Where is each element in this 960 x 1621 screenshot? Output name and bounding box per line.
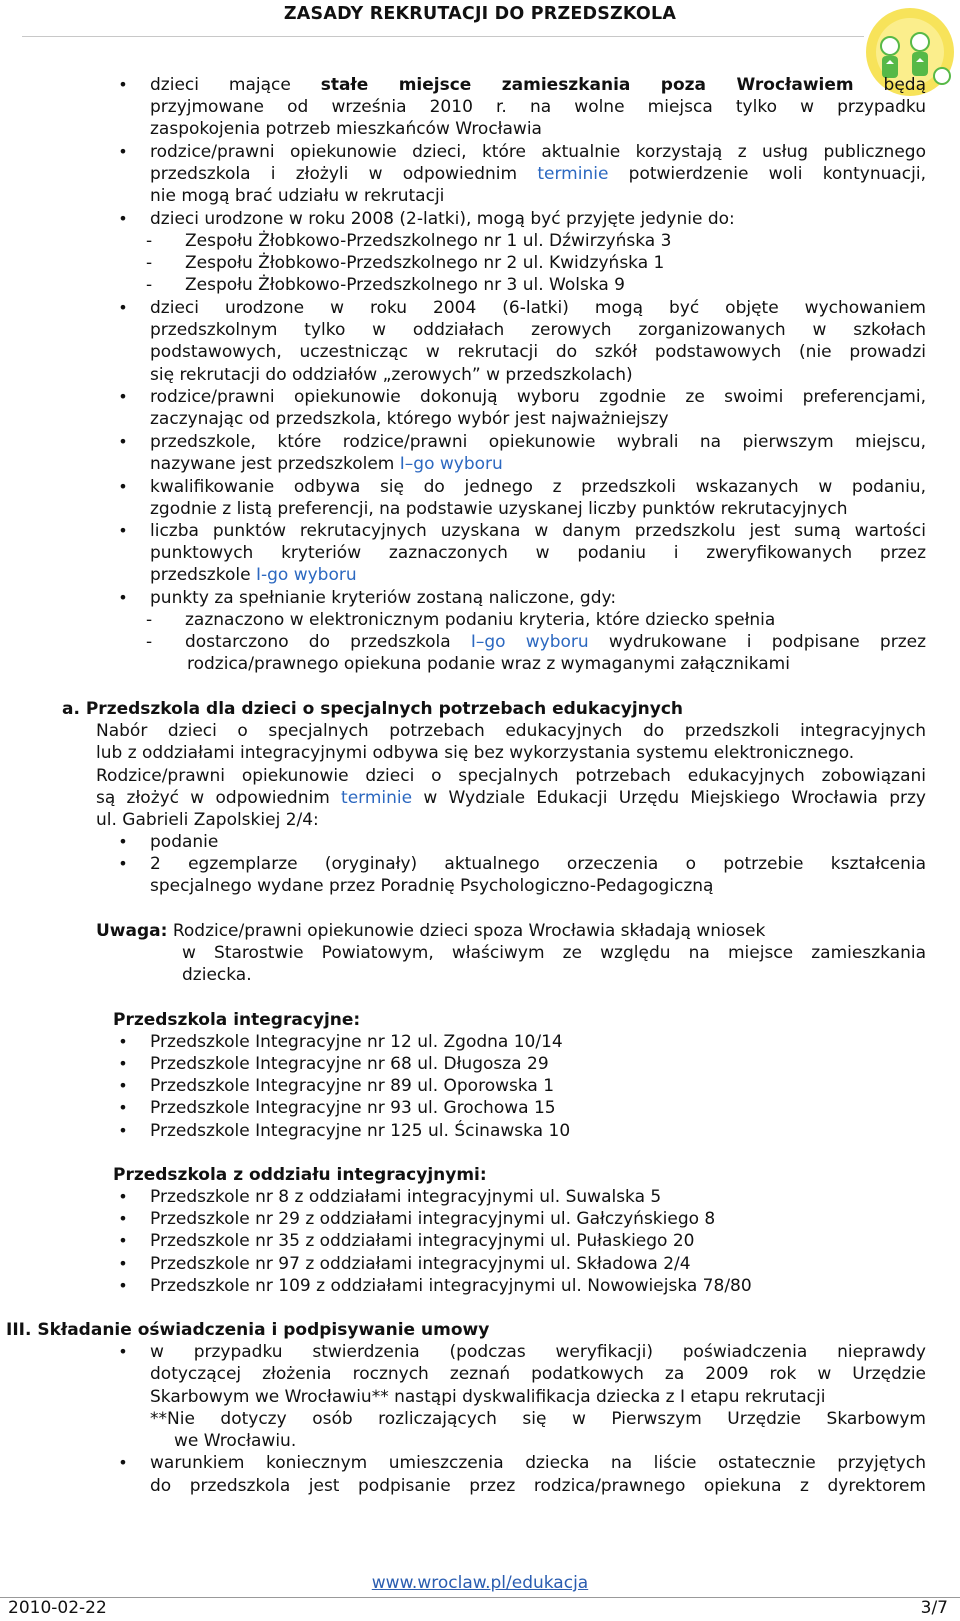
text-line: [0, 564, 960, 586]
link-text[interactable]: terminie: [341, 788, 413, 808]
text-span: dostarczono do przedszkola: [185, 632, 471, 652]
text-span: przedszkola i złożyli w odpowiednim: [150, 164, 538, 184]
line-text: [150, 587, 926, 609]
text-span: dziecka.: [182, 965, 252, 985]
bullet-icon: •: [118, 1187, 128, 1206]
text-span: we Wrocławiu.: [174, 1431, 297, 1451]
line-text: [150, 1031, 926, 1053]
text-span: Zespołu Żłobkowo-Przedszkolnego nr 3 ul. Wolska 9: [185, 275, 625, 295]
line-text: [150, 341, 926, 363]
text-span: kwalifikowanie odbywa się do jednego z przedszkoli wskazanych w podaniu,: [150, 477, 926, 497]
bullet-icon: •: [118, 1209, 128, 1228]
text-line: [0, 765, 960, 787]
line-text: [150, 96, 926, 118]
bullet-icon: •: [118, 298, 128, 317]
line-text: [150, 1186, 926, 1208]
line-text: [150, 1097, 926, 1119]
text-line: [0, 542, 960, 564]
bullet-icon: •: [118, 588, 128, 607]
bold-text: a. Przedszkola dla dzieci o specjalnych potrzebach edukacyjnych: [62, 699, 684, 719]
bullet-icon: •: [118, 387, 128, 406]
text-span: Przedszkole Integracyjne nr 12 ul. Zgodna 10/14: [150, 1032, 563, 1052]
line-text: [113, 1009, 926, 1031]
line-text: [96, 720, 926, 742]
bold-text: Przedszkola integracyjne:: [113, 1010, 361, 1030]
bullet-icon: •: [118, 832, 128, 851]
text-span: punktowych kryteriów zaznaczonych w podaniu i zweryfikowanych przez: [150, 543, 926, 563]
line-text: [150, 1475, 926, 1497]
text-span: ul. Gabrieli Zapolskiej 2/4:: [96, 810, 319, 830]
text-line: [0, 476, 960, 498]
text-line: [0, 453, 960, 475]
text-line: [0, 1452, 960, 1474]
text-span: specjalnego wydane przez Poradnię Psychologiczno-Pedagogiczną: [150, 876, 714, 896]
line-text: [150, 364, 926, 386]
text-line: [0, 1363, 960, 1385]
text-span: punkty za spełnianie kryteriów zostaną naliczone, gdy:: [150, 588, 617, 608]
link-text[interactable]: I-go wyboru: [255, 565, 357, 585]
text-span: podstawowych, uczestnicząc w rekrutacji do szkół podstawowych (nie prowadzi: [150, 342, 926, 362]
line-text: [150, 498, 926, 520]
text-line: [0, 520, 960, 542]
text-span: będą: [853, 75, 926, 95]
line-text: [150, 1275, 926, 1297]
text-span: warunkiem koniecznym umieszczenia dziecka na liście ostatecznie przyjętych: [150, 1453, 926, 1473]
dash-marker: -: [146, 610, 153, 630]
text-line: [0, 1164, 960, 1186]
line-text: [187, 653, 927, 675]
line-text: [150, 297, 926, 319]
text-line: [0, 230, 960, 252]
text-span: Skarbowym we Wrocławiu** nastąpi dyskwalifikacja dziecka z I etapu rekrutacji: [150, 1387, 826, 1407]
text-line: [0, 609, 960, 631]
text-line: [0, 252, 960, 274]
bullet-icon: •: [118, 142, 128, 161]
text-line: [0, 1341, 960, 1363]
line-text: [150, 163, 926, 185]
text-line: [0, 431, 960, 453]
text-line: [0, 1208, 960, 1230]
text-line: [0, 498, 960, 520]
line-text: [96, 920, 926, 942]
text-line: [0, 1275, 960, 1297]
text-span: lub z oddziałami integracyjnymi odbywa się bez wykorzystania systemu elektronicznego.: [96, 743, 855, 763]
text-span: rodzice/prawni opiekunowie dokonują wyboru zgodnie ze swoimi preferencjami,: [150, 387, 926, 407]
text-span: przedszkolnym tylko w oddziałach zerowych zorganizowanych w szkołach: [150, 320, 926, 340]
text-line: [0, 1120, 960, 1142]
line-text: [62, 698, 932, 720]
line-text: [150, 1253, 926, 1275]
text-line: [0, 698, 960, 720]
text-line: [0, 1075, 960, 1097]
page-number: 3/7: [920, 1598, 948, 1618]
text-line: [0, 163, 960, 185]
line-text: [150, 1452, 926, 1474]
text-span: Nabór dzieci o specjalnych potrzebach edukacyjnych do przedszkoli integracyjnych: [96, 721, 926, 741]
text-span: zaznaczono w elektronicznym podaniu kryteria, które dziecko spełnia: [185, 610, 776, 630]
text-span: Rodzice/prawni opiekunowie dzieci spoza Wrocławia składają wniosek: [167, 921, 766, 941]
text-line: [0, 1097, 960, 1119]
line-text: [150, 875, 926, 897]
bullet-icon: •: [118, 1342, 128, 1361]
text-line: [0, 1053, 960, 1075]
bullet-icon: •: [118, 1231, 128, 1250]
line-text: [150, 386, 926, 408]
text-span: są złożyć w odpowiednim: [96, 788, 342, 808]
text-line: [0, 653, 960, 675]
line-text: [185, 274, 925, 296]
line-text: [96, 765, 926, 787]
text-line: [0, 1475, 960, 1497]
text-line: [0, 831, 960, 853]
text-line: [0, 942, 960, 964]
dash-marker: -: [146, 275, 153, 295]
line-text: [185, 631, 926, 653]
text-span: zgodnie z listą preferencji, na podstawie uzyskanej liczby punktów rekrutacyjnych: [150, 499, 848, 519]
line-text: [150, 408, 926, 430]
line-text: [150, 74, 926, 96]
text-span: przyjmowane od września 2010 r. na wolne miejsca tylko w przypadku: [150, 97, 926, 117]
text-line: [0, 1186, 960, 1208]
text-span: w przypadku stwierdzenia (podczas weryfikacji) poświadczenia nieprawdy: [150, 1342, 926, 1362]
bullet-icon: •: [118, 209, 128, 228]
line-text: [150, 1053, 926, 1075]
text-span: Przedszkole nr 109 z oddziałami integracyjnymi ul. Nowowiejska 78/80: [150, 1276, 752, 1296]
text-span: **Nie dotyczy osób rozliczających się w Pierwszym Urzędzie Skarbowym: [150, 1409, 926, 1429]
line-text: [150, 1208, 926, 1230]
text-line: [0, 364, 960, 386]
text-line: [0, 920, 960, 942]
line-text: [182, 942, 926, 964]
text-line: [0, 297, 960, 319]
text-line: [0, 720, 960, 742]
line-text: [150, 1120, 926, 1142]
text-span: Przedszkole Integracyjne nr 125 ul. Ścinawska 10: [150, 1121, 571, 1141]
text-line: [0, 1253, 960, 1275]
bold-text: Uwaga:: [96, 921, 168, 941]
text-line: [0, 96, 960, 118]
text-span: nie mogą brać udziału w rekrutacji: [150, 186, 445, 206]
line-text: [6, 1319, 906, 1341]
text-line: [0, 1430, 960, 1452]
text-line: [0, 964, 960, 986]
text-line: [0, 274, 960, 296]
bullet-icon: •: [118, 477, 128, 496]
text-span: rodzica/prawnego opiekuna podanie wraz z wymaganymi załącznikami: [187, 654, 790, 674]
text-span: Przedszkole Integracyjne nr 89 ul. Oporowska 1: [150, 1076, 555, 1096]
line-text: [150, 453, 926, 475]
bullet-icon: •: [118, 1054, 128, 1073]
text-line: [0, 742, 960, 764]
text-line: [0, 1408, 960, 1430]
line-text: [150, 185, 926, 207]
bullet-icon: •: [118, 1121, 128, 1140]
line-text: [185, 252, 925, 274]
line-text: [182, 964, 926, 986]
dash-marker: -: [146, 632, 153, 652]
text-span: w Starostwie Powiatowym, właściwym ze względu na miejsce zamieszkania: [182, 943, 926, 963]
text-line: [0, 853, 960, 875]
text-span: podanie: [150, 832, 219, 852]
line-text: [96, 809, 926, 831]
text-span: przedszkole, które rodzice/prawni opiekunowie wybrali na pierwszym miejscu,: [150, 432, 926, 452]
text-span: dzieci urodzone w roku 2008 (2-latki), mogą być przyjęte jedynie do:: [150, 209, 735, 229]
text-span: nazywane jest przedszkolem: [150, 454, 400, 474]
text-line: [0, 631, 960, 653]
line-text: [96, 787, 926, 809]
line-text: [150, 208, 926, 230]
text-span: Rodzice/prawni opiekunowie dzieci o specjalnych potrzebach edukacyjnych zobowiązani: [96, 766, 926, 786]
text-line: [0, 118, 960, 140]
line-text: [185, 230, 925, 252]
text-span: w Wydziale Edukacji Urzędu Miejskiego Wrocławia przy: [412, 788, 926, 808]
line-text: [150, 118, 926, 140]
text-line: [0, 341, 960, 363]
text-span: Przedszkole nr 97 z oddziałami integracyjnymi ul. Składowa 2/4: [150, 1254, 691, 1274]
line-text: [150, 520, 926, 542]
bullet-icon: •: [118, 1254, 128, 1273]
line-text: [150, 1341, 926, 1363]
bullet-icon: •: [118, 1032, 128, 1051]
bullet-icon: •: [118, 1076, 128, 1095]
line-text: [150, 564, 926, 586]
text-line: [0, 74, 960, 96]
line-text: [150, 853, 926, 875]
text-span: Przedszkole Integracyjne nr 93 ul. Grochowa 15: [150, 1098, 556, 1118]
text-line: [0, 787, 960, 809]
text-span: Zespołu Żłobkowo-Przedszkolnego nr 2 ul. Kwidzyńska 1: [185, 253, 665, 273]
line-text: [150, 319, 926, 341]
text-line: [0, 1009, 960, 1031]
line-text: [96, 742, 926, 764]
text-span: dzieci mające: [150, 75, 321, 95]
text-line: [0, 1386, 960, 1408]
line-text: [150, 476, 926, 498]
text-line: [0, 1031, 960, 1053]
text-span: zaczynając od przedszkola, którego wybór jest najważniejszy: [150, 409, 669, 429]
line-text: [150, 831, 926, 853]
text-line: [0, 809, 960, 831]
line-text: [150, 1386, 926, 1408]
link-text[interactable]: I–go wyboru: [470, 632, 589, 652]
bullet-icon: •: [118, 432, 128, 451]
line-text: [150, 141, 926, 163]
line-text: [150, 1075, 926, 1097]
bullet-icon: •: [118, 521, 128, 540]
text-line: [0, 408, 960, 430]
text-span: wydrukowane i podpisane przez: [588, 632, 926, 652]
page-title: ZASADY REKRUTACJI DO PRZEDSZKOLA: [283, 4, 677, 24]
text-span: dzieci urodzone w roku 2004 (6-latki) mogą być objęte wychowaniem: [150, 298, 926, 318]
text-span: potwierdzenie woli kontynuacji,: [608, 164, 926, 184]
line-text: [174, 1430, 926, 1452]
text-line: [0, 208, 960, 230]
text-line: [0, 185, 960, 207]
link-text[interactable]: I–go wyboru: [399, 454, 503, 474]
bullet-icon: •: [118, 1453, 128, 1472]
text-span: przedszkole: [150, 565, 256, 585]
text-span: liczba punktów rekrutacyjnych uzyskana w danym przedszkolu jest sumą wartości: [150, 521, 926, 541]
line-text: [150, 542, 926, 564]
line-text: [150, 1363, 926, 1385]
text-line: [0, 386, 960, 408]
text-line: [0, 1319, 960, 1341]
dash-marker: -: [146, 231, 153, 251]
text-span: do przedszkola jest podpisanie przez rodzica/prawnego opiekuna z dyrektorem: [150, 1476, 926, 1496]
footer-date: 2010-02-22: [8, 1598, 107, 1618]
text-span: 2 egzemplarze (oryginały) aktualnego orzeczenia o potrzebie kształcenia: [150, 854, 926, 874]
footer-link[interactable]: www.wroclaw.pl/edukacja: [371, 1573, 589, 1593]
bullet-icon: •: [118, 1098, 128, 1117]
text-span: Przedszkole nr 35 z oddziałami integracyjnymi ul. Pułaskiego 20: [150, 1231, 695, 1251]
bullet-icon: •: [118, 854, 128, 873]
text-span: Przedszkole nr 8 z oddziałami integracyjnymi ul. Suwalska 5: [150, 1187, 662, 1207]
link-text[interactable]: terminie: [537, 164, 609, 184]
text-line: [0, 319, 960, 341]
line-text: [150, 1230, 926, 1252]
text-span: Przedszkole nr 29 z oddziałami integracyjnymi ul. Gałczyńskiego 8: [150, 1209, 716, 1229]
text-line: [0, 1230, 960, 1252]
line-text: [113, 1164, 926, 1186]
line-text: [150, 431, 926, 453]
text-span: Zespołu Żłobkowo-Przedszkolnego nr 1 ul. Dźwirzyńska 3: [185, 231, 672, 251]
dash-marker: -: [146, 253, 153, 273]
text-line: [0, 875, 960, 897]
text-span: rodzice/prawni opiekunowie dzieci, które aktualnie korzystają z usług publicznego: [150, 142, 926, 162]
bold-text: III. Składanie oświadczenia i podpisywanie umowy: [6, 1320, 490, 1340]
text-span: Przedszkole Integracyjne nr 68 ul. Długosza 29: [150, 1054, 549, 1074]
bold-text: Przedszkola z oddziału integracyjnymi:: [113, 1165, 487, 1185]
text-line: [0, 141, 960, 163]
text-span: dotyczącej złożenia rocznych zeznań podatkowych za 2009 rok w Urzędzie: [150, 1364, 926, 1384]
bullet-icon: •: [118, 1276, 128, 1295]
text-line: [0, 587, 960, 609]
bullet-icon: •: [118, 75, 128, 94]
line-text: [150, 1408, 926, 1430]
footer-divider: [0, 1597, 960, 1598]
text-span: się rekrutacji do oddziałów „zerowych” w przedszkolach): [150, 365, 633, 385]
text-span: zaspokojenia potrzeb mieszkańców Wrocławia: [150, 119, 542, 139]
bold-text: stałe miejsce zamieszkania poza Wrocławiem: [320, 75, 854, 95]
line-text: [185, 609, 925, 631]
